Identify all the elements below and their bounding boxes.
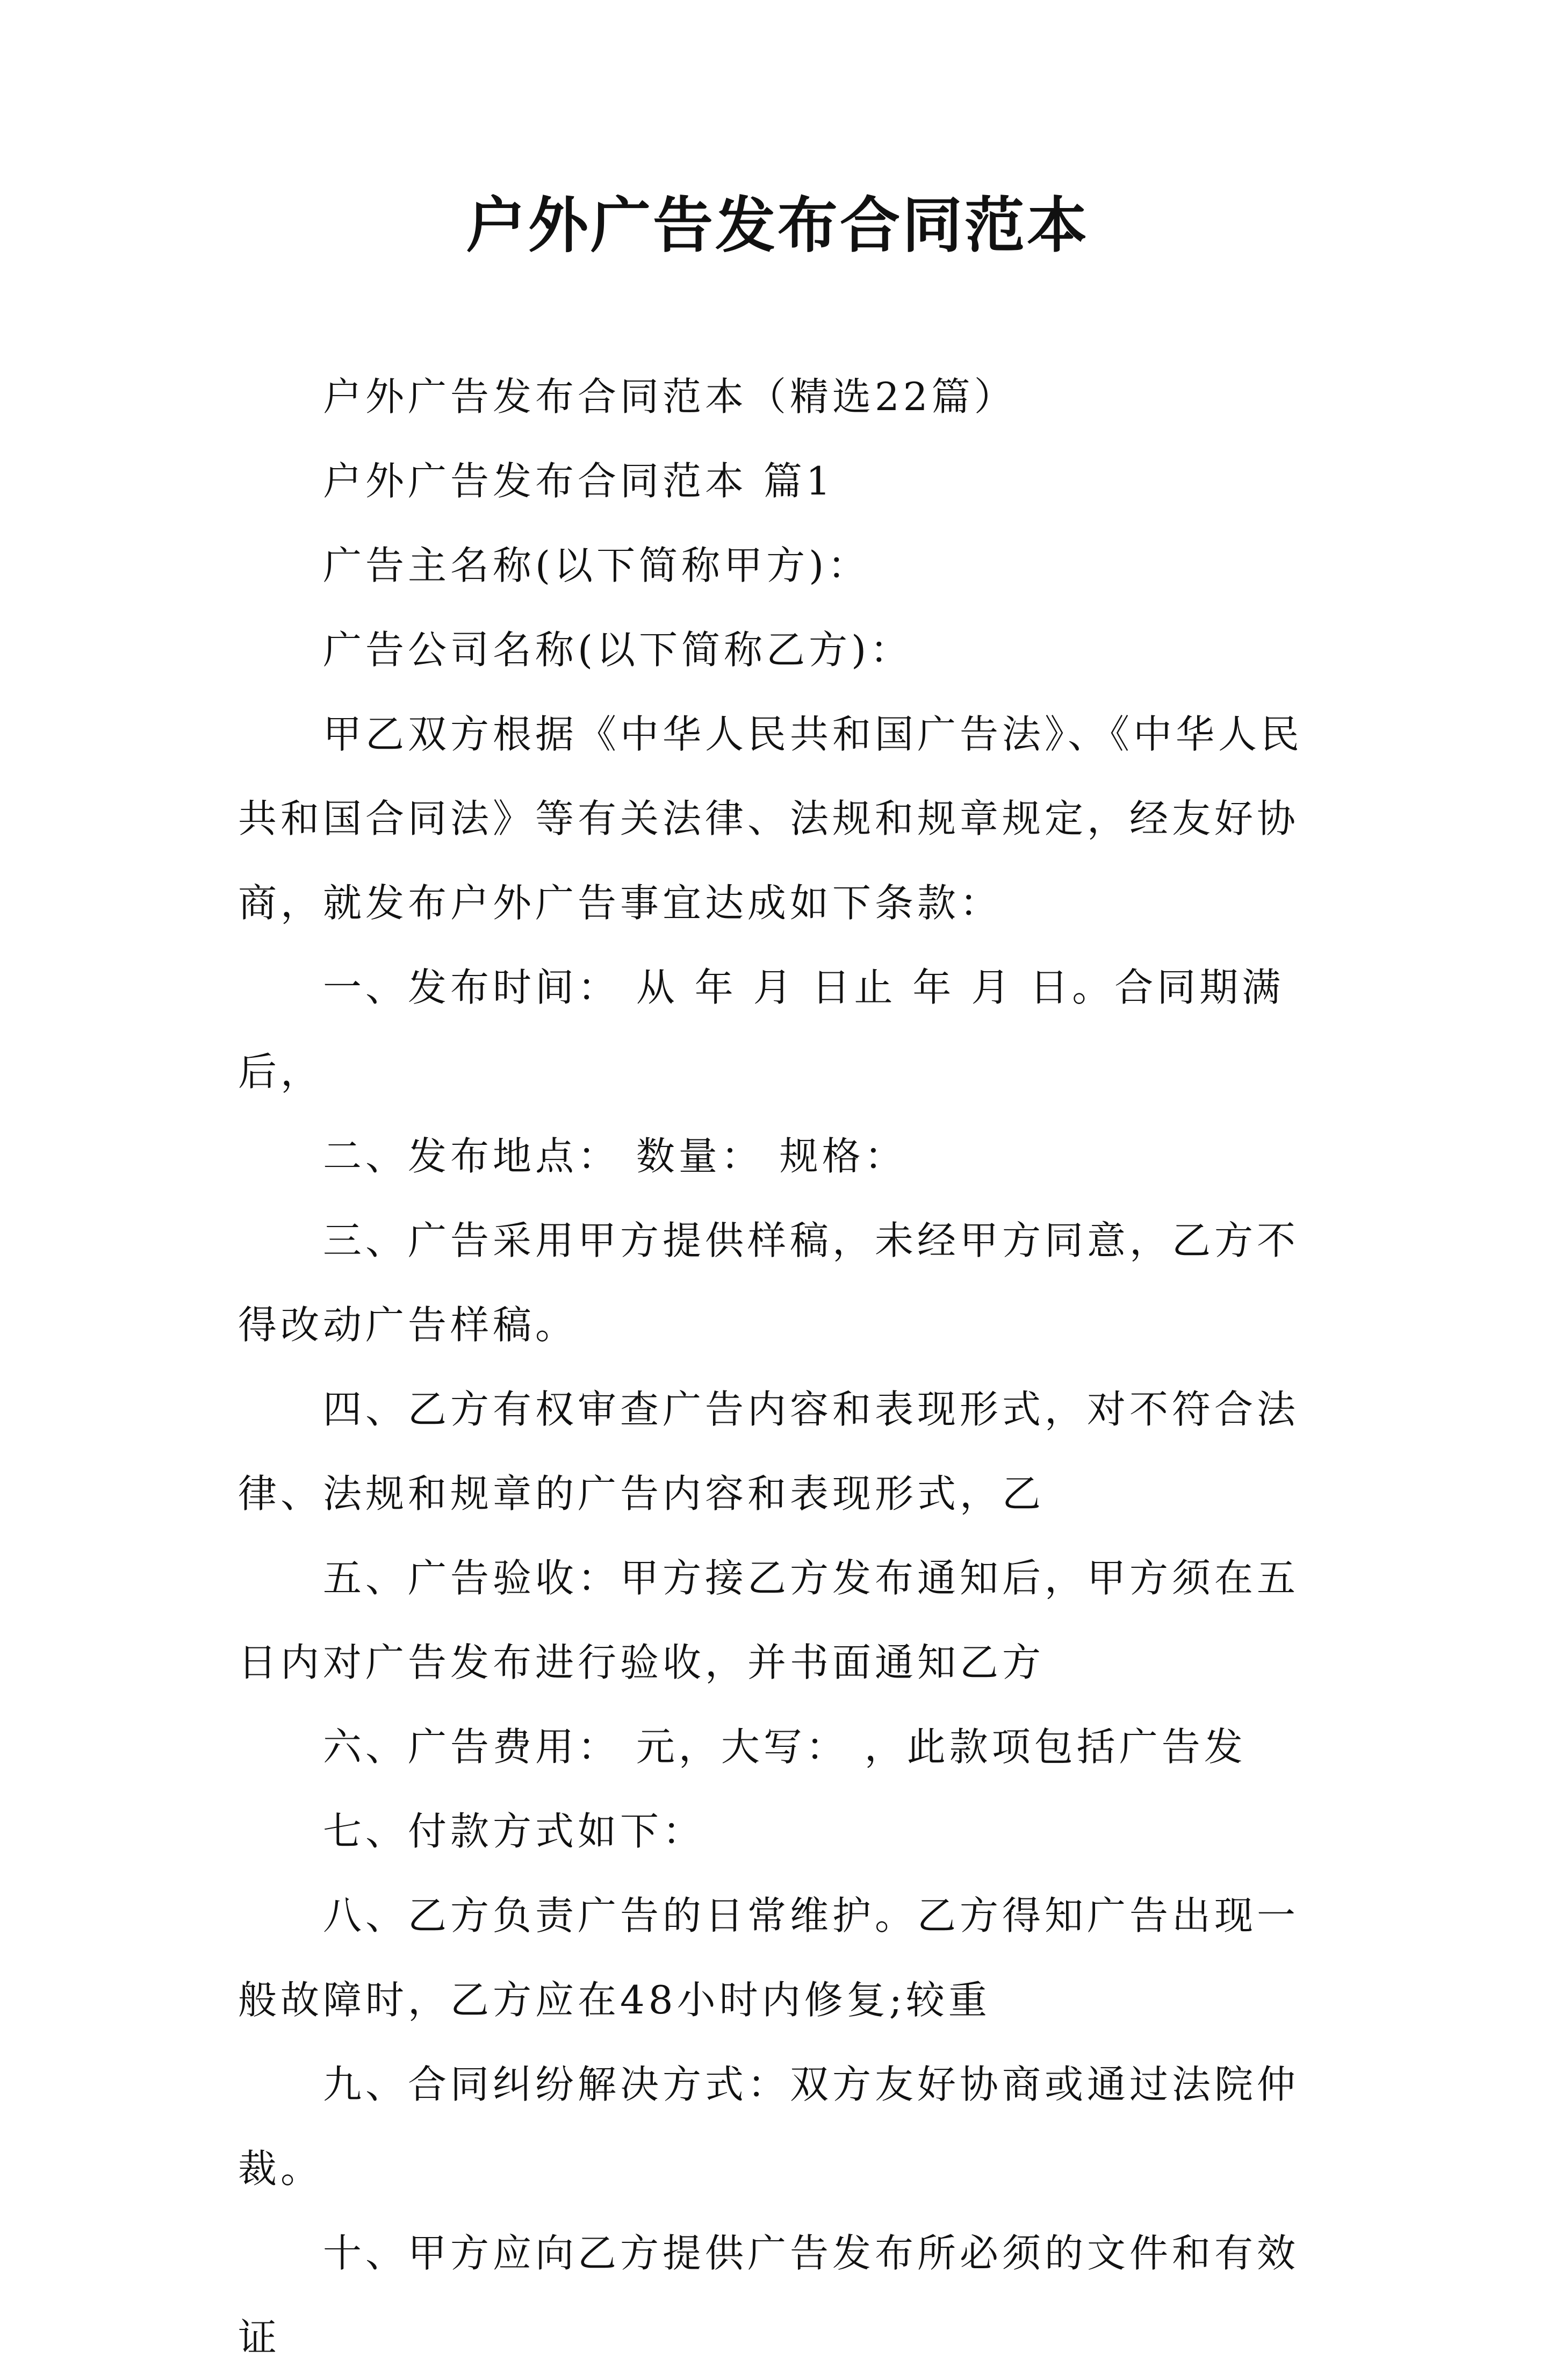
paragraph-clause-7: 七、付款方式如下：	[323, 1809, 705, 1854]
paragraph-party-b: 广告公司名称(以下简称乙方)：	[323, 627, 913, 672]
paragraph-section-heading: 户外广告发布合同范本 篇1	[323, 458, 834, 504]
document-body	[238, 355, 1334, 2380]
paragraph-clause-5: 五、广告验收：甲方接乙方发布通知后，甲方须在五日内对广告发布进行验收，并书面通知乙方	[238, 1555, 1300, 1685]
document-title: 户外广告发布合同范本	[466, 191, 1089, 261]
paragraph-party-a: 广告主名称(以下简称甲方)：	[323, 543, 870, 588]
paragraph-clause-2: 二、发布地点： 数量： 规格：	[323, 1134, 907, 1179]
paragraph-clause-4: 四、乙方有权审查广告内容和表现形式，对不符合法律、法规和规章的广告内容和表现形式，乙	[238, 1387, 1300, 1516]
paragraph-clause-10: 十、甲方应向乙方提供广告发布所必须的文件和有效证	[238, 2231, 1300, 2360]
paragraph-clause-6: 六、广告费用： 元，大写： ，此款项包括广告发	[323, 1724, 1247, 1769]
paragraph-clause-9: 九、合同纠纷解决方式：双方友好协商或通过法院仲裁。	[238, 2062, 1300, 2191]
paragraph-clause-3: 三、广告采用甲方提供样稿，未经甲方同意，乙方不得改动广告样稿。	[238, 1218, 1300, 1347]
paragraph-subtitle: 户外广告发布合同范本（精选22篇）	[323, 374, 1017, 419]
paragraph-preamble: 甲乙双方根据《中华人民共和国广告法》、《中华人民共和国合同法》等有关法律、法规和规章规定，经友好协商，就发布户外广告事宜达成如下条款：	[238, 712, 1304, 926]
paragraph-clause-8: 八、乙方负责广告的日常维护。乙方得知广告出现一般故障时，乙方应在48小时内修复;较重	[238, 1893, 1300, 2023]
paragraph-clause-1: 一、发布时间： 从 年 月 日止 年 月 日。合同期满后，	[238, 965, 1285, 1094]
